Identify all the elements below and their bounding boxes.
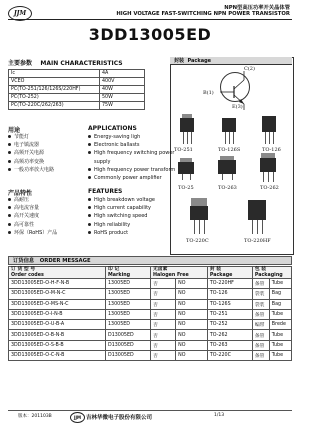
table-cell: Tube xyxy=(269,330,291,340)
table-cell: 3DD13005ED-O-MS-N-C xyxy=(9,299,106,309)
table-cell: NO xyxy=(176,351,208,361)
table-cell: Brede xyxy=(269,320,291,330)
footer-logo-icon: JJM xyxy=(70,412,85,423)
col-header: 封 装 Package xyxy=(207,267,252,279)
table-cell: TO-262 xyxy=(207,330,252,340)
table-row xyxy=(9,330,292,340)
list-item: High current capability xyxy=(88,204,155,212)
list-item: RoHS product xyxy=(88,229,155,237)
table-row xyxy=(9,309,292,319)
features-cn-list xyxy=(8,196,57,237)
list-item: Commonly power amplifier xyxy=(88,174,175,182)
list-item: 高电流容量 xyxy=(8,204,57,212)
package-tab xyxy=(182,114,192,118)
list-item: High frequency power transform xyxy=(88,166,175,174)
package-label: TO-220C xyxy=(186,238,209,244)
table-row xyxy=(9,94,145,102)
table-row xyxy=(9,78,145,86)
table-cell: 编带 xyxy=(252,320,269,330)
package-label: TO-25 xyxy=(178,185,194,191)
main-char-cn: 主要参数 xyxy=(8,60,33,67)
table-cell: D13005ED xyxy=(106,351,151,361)
page-title: 3DD13005ED xyxy=(88,25,212,44)
pin-c-label: C(2) xyxy=(244,66,255,72)
footer-company: 吉林华微电子股份有限公司 xyxy=(86,415,153,421)
main-char-heading xyxy=(8,58,123,67)
table-cell: 3DD13005ED-O-C-N-B xyxy=(9,351,106,361)
order-en: ORDER MESSAGE xyxy=(39,258,91,264)
list-item: 高频开关电源 xyxy=(8,149,54,157)
col-header: 印 记 Marking xyxy=(106,267,151,279)
package-to262-icon xyxy=(260,158,276,172)
table-cell: 13005ED xyxy=(106,309,151,319)
pin-b-label: B(1) xyxy=(203,90,214,96)
table-cell: TO-220C xyxy=(207,351,252,361)
table-header-row xyxy=(9,267,292,279)
table-cell: TO-252 xyxy=(207,320,252,330)
table-row xyxy=(9,86,145,94)
list-item: 环保（RoHS）产品 xyxy=(8,229,57,237)
table-cell: 3DD13005ED-O-M-N-C xyxy=(9,289,106,299)
package-to126-icon xyxy=(262,116,276,132)
company-logo: JJM xyxy=(8,6,32,21)
header-cn-line: NPN型高压功率开关晶体管 xyxy=(224,5,290,11)
table-cell: Tube xyxy=(269,340,291,350)
table-cell: 否 xyxy=(151,309,176,319)
package-to126s-icon xyxy=(222,118,236,132)
package-label: TO-126 xyxy=(262,147,281,153)
features-cn-title: 产品特性 xyxy=(8,190,33,197)
list-item: 高开关速度 xyxy=(8,212,57,220)
table-cell: 否 xyxy=(151,289,176,299)
value-cell: 40W xyxy=(100,86,145,94)
param-cell: Ic xyxy=(9,70,100,78)
table-cell: 袋装 xyxy=(252,289,269,299)
applications-cn-list xyxy=(8,133,54,174)
list-item: Electronic ballasts xyxy=(88,141,175,149)
package-to220hf-icon xyxy=(248,200,266,220)
header-rule xyxy=(8,19,292,20)
applications-cn-title: 用途 xyxy=(8,127,21,134)
applications-en-list xyxy=(88,133,175,182)
package-label: TO-126S xyxy=(218,147,241,153)
package-to251-icon xyxy=(180,118,194,132)
table-cell: TO-220HF xyxy=(207,279,252,289)
param-cell: PC(TO-251/126/126S/220HF) xyxy=(9,86,100,94)
package-label: TO-262 xyxy=(260,185,279,191)
table-cell: NO xyxy=(176,289,208,299)
order-table xyxy=(8,266,292,361)
table-cell: TO-126 xyxy=(207,289,252,299)
table-cell: NO xyxy=(176,330,208,340)
param-cell: PC(TO-252) xyxy=(9,94,100,102)
table-cell: 13005ED xyxy=(106,279,151,289)
table-cell: NO xyxy=(176,309,208,319)
table-cell: 否 xyxy=(151,299,176,309)
table-cell: NO xyxy=(176,320,208,330)
list-item: supply xyxy=(94,158,111,165)
package-en: Package xyxy=(187,58,212,64)
table-cell: 否 xyxy=(151,279,176,289)
table-cell: 条管 xyxy=(252,279,269,289)
list-item: 高频功率变换 xyxy=(8,158,54,166)
table-cell: NO xyxy=(176,340,208,350)
package-label: TO-263 xyxy=(218,185,237,191)
applications-en-title: APPLICATIONS xyxy=(88,125,137,132)
table-cell: 条管 xyxy=(252,340,269,350)
table-cell: 条管 xyxy=(252,330,269,340)
table-cell: 13005ED xyxy=(106,299,151,309)
main-char-table xyxy=(8,69,145,110)
table-cell: 3DD13005ED-O-B-N-B xyxy=(9,330,106,340)
package-cn: 封装 xyxy=(174,58,185,64)
table-cell: D13005ED xyxy=(106,340,151,350)
table-row xyxy=(9,102,145,110)
list-item: 高可靠性 xyxy=(8,221,57,229)
table-cell: 3DD13005ED-O-I-N-B xyxy=(9,309,106,319)
table-cell: 3DD13005ED-O-U-B-A xyxy=(9,320,106,330)
col-header: 订 货 型 号 Order codes xyxy=(9,267,106,279)
package-to220c-icon xyxy=(190,206,208,220)
table-cell: 条管 xyxy=(252,309,269,319)
footer-rule xyxy=(8,410,292,411)
table-cell: TO-251 xyxy=(207,309,252,319)
table-row xyxy=(9,299,292,309)
table-cell: TO-263 xyxy=(207,340,252,350)
table-cell: NO xyxy=(176,279,208,289)
list-item: High breakdown voltage xyxy=(88,196,155,204)
value-cell: 4A xyxy=(100,70,145,78)
main-char-en: MAIN CHARACTERISTICS xyxy=(40,60,123,67)
table-cell: 条管 xyxy=(252,351,269,361)
table-cell: Bag xyxy=(269,299,291,309)
footer-version: 版本：201103B xyxy=(18,414,52,419)
table-cell: Tube xyxy=(269,309,291,319)
table-cell: 否 xyxy=(151,351,176,361)
table-cell: 3DD13005ED-O-S-B-B xyxy=(9,340,106,350)
table-cell: 13005ED xyxy=(106,289,151,299)
table-cell: 否 xyxy=(151,320,176,330)
list-item: 节能灯 xyxy=(8,133,54,141)
footer-page-number: 1/13 xyxy=(214,413,225,418)
col-header: 无卤素 Halogen Free xyxy=(151,267,208,279)
features-en-list xyxy=(88,196,155,237)
table-cell: 否 xyxy=(151,340,176,350)
table-cell: Tube xyxy=(269,279,291,289)
table-cell: 袋装 xyxy=(252,299,269,309)
package-to263-icon xyxy=(218,160,236,174)
list-item: Energy-saving ligh xyxy=(88,133,175,141)
header-en-line: HIGH VOLTAGE FAST-SWITCHING NPN POWER TRANSISTOR xyxy=(116,11,290,17)
list-item: 高耐压 xyxy=(8,196,57,204)
param-cell: PC(TO-220C/262/263) xyxy=(9,102,100,110)
table-cell: TO-126S xyxy=(207,299,252,309)
features-en-title: FEATURES xyxy=(88,188,123,195)
table-row xyxy=(9,351,292,361)
table-row xyxy=(9,70,145,78)
table-row xyxy=(9,289,292,299)
value-cell: 400V xyxy=(100,78,145,86)
list-item: 电子镇流器 xyxy=(8,141,54,149)
package-label: TO-220HF xyxy=(244,238,271,244)
order-heading xyxy=(8,256,292,265)
list-item: 一般功率放大电路 xyxy=(8,166,54,174)
col-header: 包 装 Packaging xyxy=(252,267,291,279)
table-cell: 否 xyxy=(151,330,176,340)
package-label: TO-251 xyxy=(174,147,193,153)
param-cell: VCEO xyxy=(9,78,100,86)
value-cell: 50W xyxy=(100,94,145,102)
table-row xyxy=(9,279,292,289)
package-to252-icon xyxy=(178,162,194,174)
value-cell: 75W xyxy=(100,102,145,110)
table-row xyxy=(9,320,292,330)
list-item: High reliability xyxy=(88,221,155,229)
table-cell: 13005ED xyxy=(106,320,151,330)
table-cell: Bag xyxy=(269,289,291,299)
table-cell: Tube xyxy=(269,351,291,361)
table-cell: NO xyxy=(176,299,208,309)
table-cell: D13005ED xyxy=(106,330,151,340)
list-item: High frequency switching power xyxy=(88,149,175,157)
table-cell: 3DD13005ED-O-H-F-N-B xyxy=(9,279,106,289)
pin-e-label: E(3) xyxy=(232,104,243,110)
table-row xyxy=(9,340,292,350)
order-cn: 订货信息 xyxy=(13,258,35,264)
list-item: High switching speed xyxy=(88,212,155,220)
package-heading xyxy=(170,57,292,65)
